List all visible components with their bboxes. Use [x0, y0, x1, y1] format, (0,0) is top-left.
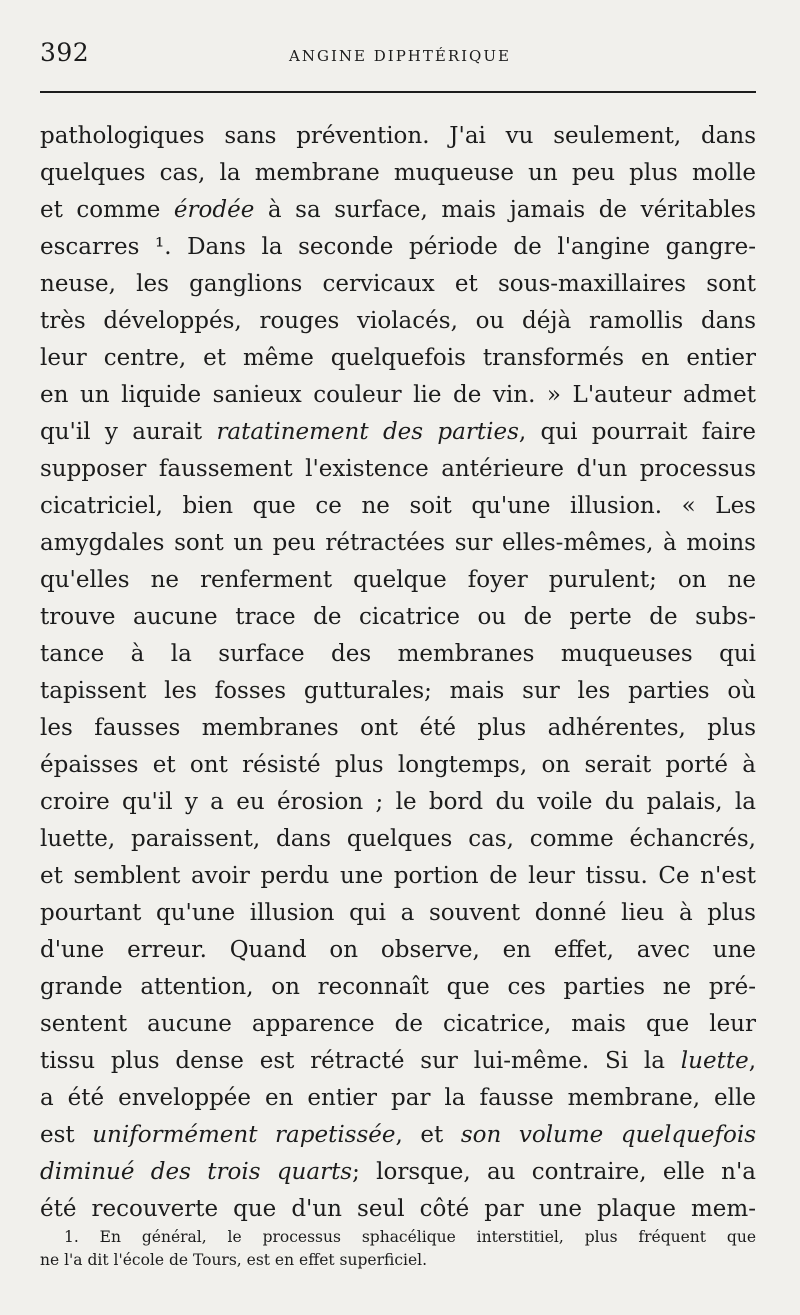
- body-text: [40, 118, 756, 1228]
- text-line: très développés, rouges violacés, ou déjà ramollis dans: [40, 308, 756, 334]
- text-line: diminué des trois quarts; lorsque, au contraire, elle n'a: [40, 1159, 756, 1185]
- text-line: escarres ¹. Dans la seconde période de l'angine gangre-: [40, 234, 756, 260]
- text-line: tapissent les fosses gutturales; mais sur les parties où: [40, 678, 756, 704]
- text-line: luette, paraissent, dans quelques cas, comme échancrés,: [40, 826, 756, 852]
- text-line: sentent aucune apparence de cicatrice, mais que leur: [40, 1011, 756, 1037]
- text-line: est uniformément rapetissée, et son volume quelquefois: [40, 1122, 757, 1148]
- text-line: croire qu'il y a eu érosion ; le bord du voile du palais, la: [40, 789, 756, 815]
- text-line: trouve aucune trace de cicatrice ou de perte de subs-: [40, 604, 756, 630]
- text-line: et comme érodée à sa surface, mais jamais de véritables: [40, 197, 756, 223]
- text-line: amygdales sont un peu rétractées sur elles-mêmes, à moins: [40, 530, 756, 556]
- footnote-line: 1. En général, le processus sphacélique interstitiel, plus fréquent que: [64, 1228, 756, 1246]
- text-line: qu'il y aurait ratatinement des parties, qui pourrait faire: [40, 419, 756, 445]
- page-number: 392: [40, 38, 90, 67]
- italic-text: uniformément rapetissée: [92, 1122, 396, 1148]
- text-line: en un liquide sanieux couleur lie de vin. » L'auteur admet: [40, 382, 756, 408]
- text-line: et semblent avoir perdu une portion de leur tissu. Ce n'est: [40, 863, 756, 889]
- footnote: [40, 1226, 756, 1272]
- text-line: quelques cas, la membrane muqueuse un peu plus molle: [40, 160, 756, 186]
- italic-text: diminué des trois quarts: [40, 1159, 353, 1185]
- text-line: leur centre, et même quelquefois transformés en entier: [40, 345, 756, 371]
- header-rule: [40, 91, 756, 93]
- footnote-line: ne l'a dit l'école de Tours, est en effet superficiel.: [40, 1251, 428, 1269]
- text-line: grande attention, on reconnaît que ces parties ne pré-: [40, 974, 756, 1000]
- running-head: ANGINE DIPHTÉRIQUE: [289, 47, 511, 65]
- text-line: les fausses membranes ont été plus adhérentes, plus: [40, 715, 756, 741]
- text-line: épaisses et ont résisté plus longtemps, on serait porté à: [40, 752, 756, 778]
- text-line: d'une erreur. Quand on observe, en effet, avec une: [40, 937, 756, 963]
- text-line: pourtant qu'une illusion qui a souvent donné lieu à plus: [40, 900, 756, 926]
- italic-text: érodée: [173, 197, 255, 223]
- page-header: [40, 38, 760, 78]
- text-line: cicatriciel, bien que ce ne soit qu'une illusion. « Les: [40, 493, 756, 519]
- text-line: tissu plus dense est rétracté sur lui-même. Si la luette,: [40, 1048, 756, 1074]
- italic-text: ratatinement des parties: [216, 419, 519, 445]
- text-line: a été enveloppée en entier par la fausse membrane, elle: [40, 1085, 756, 1111]
- text-line: supposer faussement l'existence antérieure d'un processus: [40, 456, 756, 482]
- text-line: qu'elles ne renferment quelque foyer purulent; on ne: [40, 567, 756, 593]
- italic-text: luette: [680, 1048, 749, 1074]
- text-line: neuse, les ganglions cervicaux et sous-maxillaires sont: [40, 271, 756, 297]
- text-line: pathologiques sans prévention. J'ai vu seulement, dans: [40, 123, 756, 149]
- text-line: tance à la surface des membranes muqueuses qui: [40, 641, 756, 667]
- italic-text: son volume quelquefois: [460, 1122, 757, 1148]
- text-line: été recouverte que d'un seul côté par une plaque mem-: [40, 1196, 756, 1222]
